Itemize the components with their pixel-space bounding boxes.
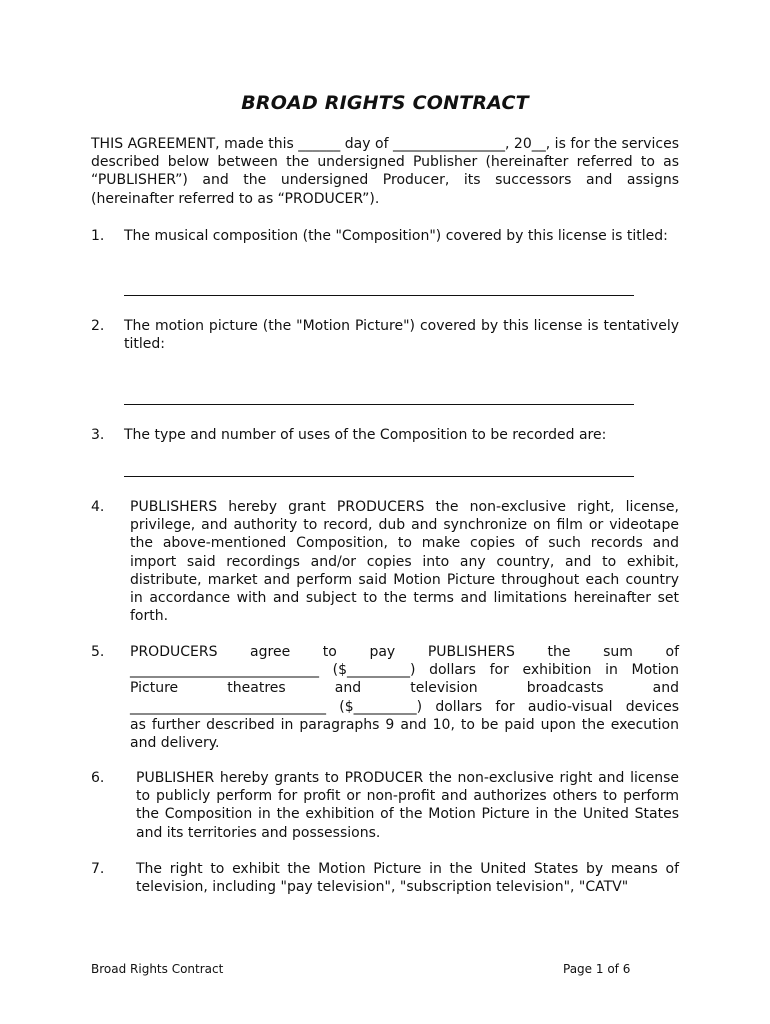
document-title: BROAD RIGHTS CONTRACT [241, 92, 529, 114]
clause-text-line: Picture theatres and television broadcasts and [130, 680, 679, 697]
clause-6 [91, 769, 679, 842]
clause-text: The right to exhibit the Motion Picture in the United States by means of television, including "pay television", "subscription television", "CATV" [136, 861, 679, 896]
clause-5 [91, 643, 679, 752]
clause-4 [91, 498, 679, 625]
clause-2 [91, 317, 679, 353]
uses-blank [124, 476, 634, 477]
footer-document-name: Broad Rights Contract [91, 962, 224, 976]
clause-text [124, 317, 679, 353]
clause-text: The musical composition (the "Composition") covered by this license is titled: [124, 228, 668, 244]
clause-text-line: The motion picture (the "Motion Picture") covered by this license is tentatively [124, 318, 679, 334]
intro-paragraph: THIS AGREEMENT, made this ______ day of ________________, 20__, is for the services described below between the undersigned Publisher (hereinafter referred to as “PUBLISHER”) and the undersigned Producer, its successors and assigns (hereinafter referred to as “PRODUCER”). [91, 136, 679, 207]
clause-number: 7. [91, 861, 105, 877]
clause-text-line: as further described in paragraphs 9 and 10, to be paid upon the execution and delivery. [130, 716, 679, 752]
clause-3 [91, 426, 679, 444]
clause-number: 3. [91, 427, 105, 443]
footer-page-number: Page 1 of 6 [563, 962, 631, 976]
clause-number: 1. [91, 228, 105, 244]
clause-text-line: ____________________________ ($_________) dollars for audio-visual devices [130, 698, 679, 715]
clause-number: 5. [91, 644, 105, 660]
composition-title-blank [124, 295, 634, 296]
clause-number: 2. [91, 318, 105, 334]
motion-picture-title-blank [124, 404, 634, 405]
clause-text-line: PRODUCERS agree to pay PUBLISHERS the sum of [130, 644, 679, 660]
clause-7 [91, 860, 679, 896]
clause-text-line: ___________________________ ($_________) dollars for exhibition in Motion [130, 662, 679, 679]
clause-text [130, 643, 679, 752]
clause-text: PUBLISHER hereby grants to PRODUCER the non-exclusive right and license to publicly perform for profit or non-profit and authorizes others to perform the Composition in the exhibition of the Motion Picture in the United States and its territories and possessions. [136, 770, 679, 841]
clause-1 [91, 227, 679, 245]
clause-number: 6. [91, 770, 105, 786]
clause-number: 4. [91, 499, 105, 515]
clause-text: PUBLISHERS hereby grant PRODUCERS the non-exclusive right, license, privilege, and authority to record, dub and synchronize on film or videotape the above-mentioned Composition, to make copies of such records and import said recordings and/or copies into any country, and to exhibit, distribute, market and perform said Motion Picture throughout each country in accordance with and subject to the terms and limitations hereinafter set forth. [130, 499, 679, 625]
clause-text-line: titled: [124, 336, 165, 353]
clause-text: The type and number of uses of the Composition to be recorded are: [124, 427, 607, 443]
